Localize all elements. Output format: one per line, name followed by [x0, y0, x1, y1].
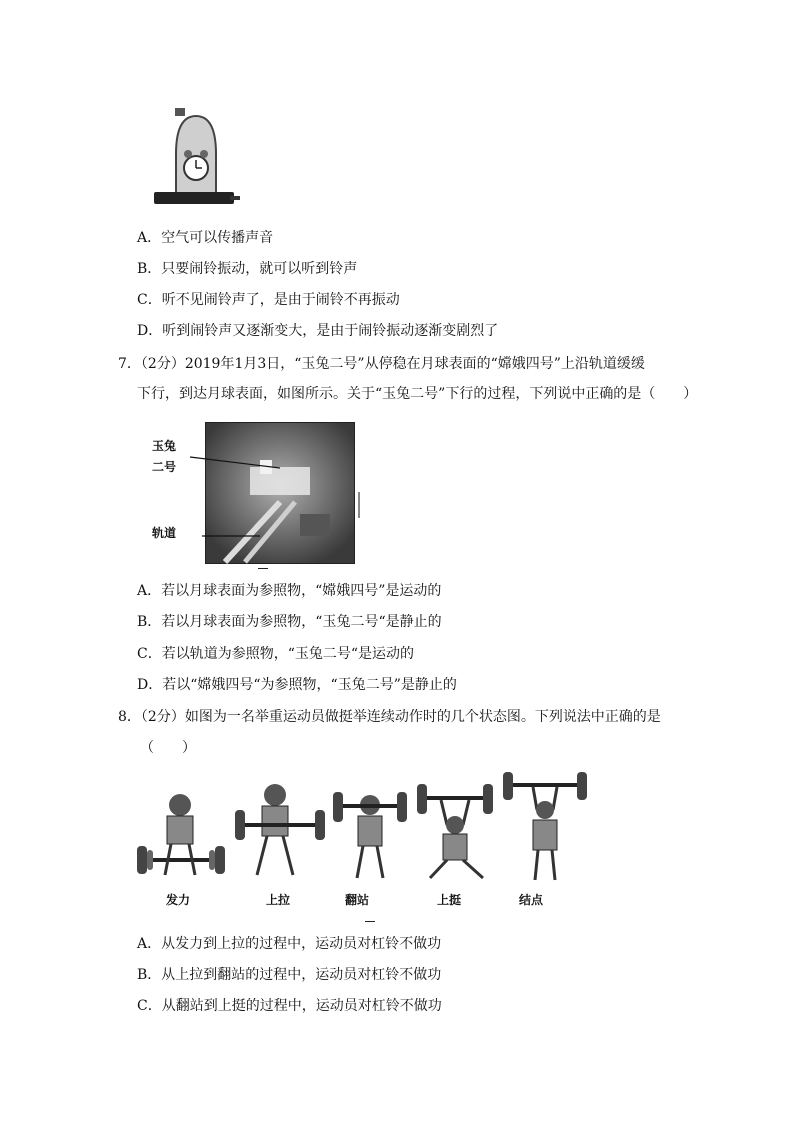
q6-option-a: A．空气可以传播声音 — [137, 230, 274, 246]
q6-option-c: C．听不见闹铃声了，是由于闹铃不再振动 — [137, 292, 400, 308]
q7-stem-line1: 7．（2分）2019年1月3日，“玉兔二号”从停稳在月球表面的“嫦娥四号”上沿轨道缓缓 — [118, 356, 645, 372]
q8-stem-line1: 8．（2分）如图为一名举重运动员做挺举连续动作时的几个状态图。下列说法中正确的是 — [118, 709, 661, 725]
q6-option-d: D．听到闹铃声又逐渐变大，是由于闹铃振动逐渐变剧烈了 — [137, 323, 499, 339]
q8-option-a: A．从发力到上拉的过程中，运动员对杠铃不做功 — [137, 936, 442, 952]
weightlifter-sequence-figure — [135, 770, 595, 890]
figure-caption-dash — [258, 568, 268, 569]
q8-option-b: B．从上拉到翻站的过程中，运动员对杠铃不做功 — [137, 967, 442, 983]
q8-stem-line2: （ ） — [140, 740, 196, 756]
q8-label-3: 翻站 — [345, 893, 370, 907]
lifter-pose-5 — [503, 772, 587, 880]
q7-label-pointer-lines — [180, 440, 290, 550]
q8-label-5: 结点 — [519, 893, 544, 907]
q6-option-b: B．只要闹铃振动，就可以听到铃声 — [137, 261, 358, 277]
q8-option-c: C．从翻站到上挺的过程中，运动员对杠铃不做功 — [137, 998, 442, 1014]
lifter-pose-1 — [137, 794, 225, 875]
figure-caption-dash-2 — [365, 921, 375, 922]
lifter-pose-4 — [417, 784, 493, 878]
figure-right-edge-mark — [358, 492, 360, 518]
q7-label-rover-line1: 玉兔 — [152, 439, 177, 453]
lifter-pose-2 — [235, 784, 325, 875]
q8-label-1: 发力 — [166, 893, 191, 907]
lifter-pose-3 — [333, 792, 407, 878]
q7-option-d: D．若以“嫦娥四号“为参照物，“玉兔二号”是静止的 — [137, 677, 457, 693]
q7-option-a: A．若以月球表面为参照物，“嫦娥四号”是运动的 — [137, 583, 442, 599]
q7-label-rover-line2: 二号 — [152, 460, 177, 474]
bell-jar-figure — [150, 104, 242, 216]
q8-label-2: 上拉 — [266, 893, 291, 907]
q7-option-b: B．若以月球表面为参照物，“玉兔二号“是静止的 — [137, 614, 442, 630]
q7-label-track: 轨道 — [152, 526, 177, 540]
q7-stem-line2: 下行，到达月球表面，如图所示。关于“玉兔二号”下行的过程，下列说中正确的是（ ） — [137, 386, 698, 402]
q7-option-c: C．若以轨道为参照物，“玉兔二号“是运动的 — [137, 646, 415, 662]
q8-label-4: 上挺 — [437, 893, 462, 907]
